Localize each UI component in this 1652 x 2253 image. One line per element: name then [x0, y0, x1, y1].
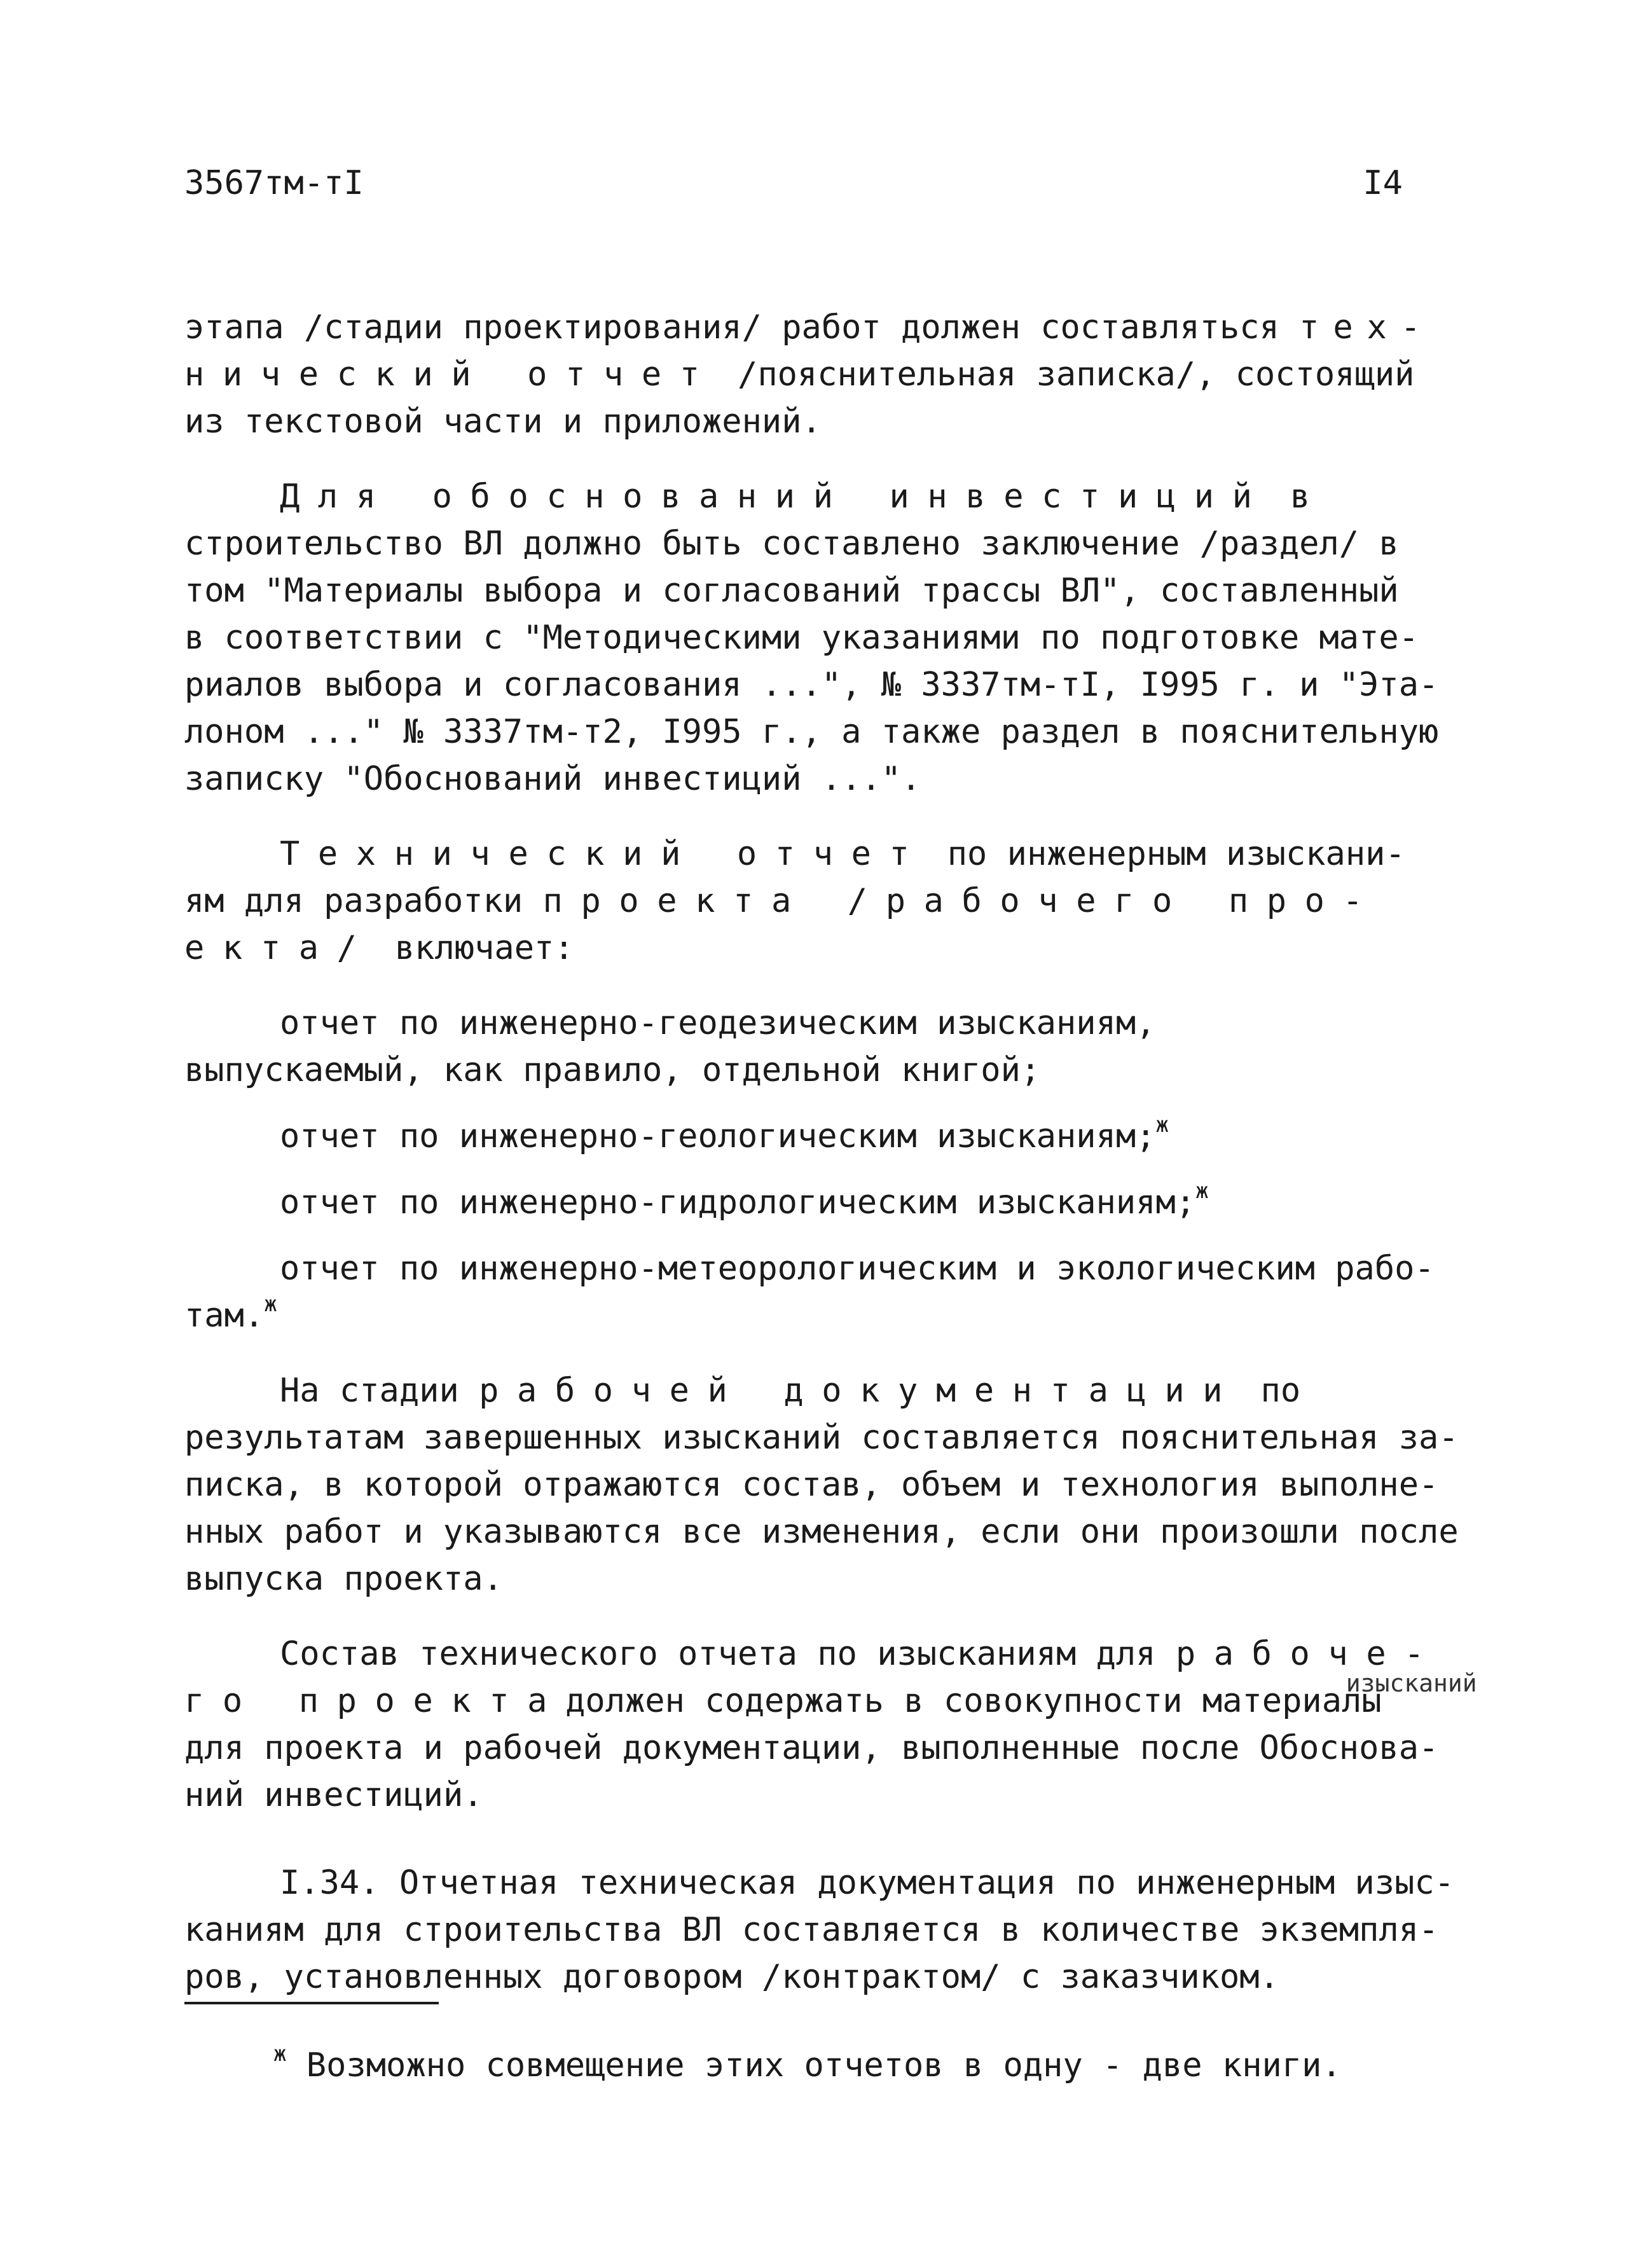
text-line: ний инвестиций. [184, 1776, 483, 1814]
body-text [184, 304, 1477, 2001]
text-span: /пояснительная записка/, состоящий [717, 355, 1415, 394]
text-line: отчет по инженерно-метеорологическим и экологическим рабо- [280, 1250, 1435, 1288]
text-line: том "Материалы выбора и согласований трассы ВЛ", составленный [184, 572, 1399, 610]
spaced-text: го проекта [184, 1682, 566, 1720]
paragraph-section-1-34 [184, 1859, 1455, 2001]
footnote-mark: ж [1195, 1178, 1209, 1204]
text-span: отчет по инженерно-геологическим изысканиям; [280, 1117, 1156, 1155]
text-span: включает: [375, 929, 574, 967]
footnote-text: Возможно совмещение этих отчетов в одну - две книги. [286, 2046, 1342, 2084]
text-line [184, 830, 1431, 878]
footnote-mark: ж [264, 1292, 277, 1317]
paragraph-report-contents [184, 830, 1431, 972]
text-line [184, 351, 1431, 398]
text-line: выпуска проекта. [184, 1560, 503, 1598]
text-line [184, 1113, 1431, 1160]
text-line [184, 304, 1435, 351]
text-line: риалов выбора и согласования ...", № 3337тм-тI, I995 г. и "Эта- [184, 666, 1439, 704]
paragraph-working-documentation [184, 1367, 1459, 1602]
text-span: На стадии [280, 1372, 479, 1410]
text-line: ров, установленных договором /контрактом/ с заказчиком. [184, 1958, 1279, 1996]
text-line [184, 1630, 1443, 1678]
text-line: результатам завершенных изысканий составляется пояснительная за- [184, 1419, 1459, 1457]
text-line [184, 1367, 1431, 1414]
text-line: писка, в которой отражаются состав, объем и технология выполне- [184, 1466, 1439, 1504]
list-item [184, 1000, 1431, 1094]
footnote-divider [184, 2002, 439, 2004]
footnote-mark: ж [273, 2041, 287, 2067]
text-span: этапа /стадии проектирования/ работ должен составляться [184, 308, 1300, 347]
text-line: отчет по инженерно-геодезическим изысканиям, [280, 1004, 1156, 1042]
spaced-text: проекта /рабочего про- [542, 882, 1381, 920]
text-span: там. [184, 1297, 265, 1335]
text-line: записку "Обоснований инвестиций ...". [184, 760, 921, 798]
spaced-text: нический отчет [184, 355, 718, 394]
overtyped-word [565, 1669, 1477, 1725]
text-span: отчет по инженерно-гидрологическим изысканиям; [280, 1183, 1196, 1222]
text-line [184, 925, 1431, 972]
footnote [273, 2041, 1342, 2084]
text-span: по инженерным изыскани- [927, 835, 1405, 873]
text-line [184, 1292, 1431, 1339]
text-line: нных работ и указываются все изменения, если они произошли после [184, 1513, 1459, 1551]
text-line: в соответствии с "Методическими указаниями по подготовке мате- [184, 619, 1419, 657]
text-line: выпускаемый, как правило, отдельной книгой; [184, 1051, 1041, 1089]
text-span: Состав технического отчета по изысканиям для [280, 1635, 1176, 1673]
paragraph-investment-justification [184, 473, 1439, 803]
paragraph-report-composition [184, 1630, 1477, 1819]
text-span: в [1270, 478, 1311, 516]
text-line: из текстовой части и приложений. [184, 403, 822, 441]
list-item [184, 1245, 1435, 1339]
spaced-text: Технический отчет [280, 835, 928, 873]
text-line: для проекта и рабочей документации, выполненные после Обоснова- [184, 1729, 1439, 1767]
footnote-mark: ж [1155, 1112, 1169, 1138]
list-item [184, 1179, 1431, 1226]
handwritten-insertion: изысканий [1346, 1669, 1477, 1697]
text-line [184, 473, 1431, 520]
spaced-text: екта/ [184, 929, 375, 967]
text-line [184, 1669, 1477, 1725]
page-number: I4 [1363, 164, 1403, 202]
spaced-text: тех- [1299, 308, 1435, 347]
text-span: ям для разработки [184, 882, 543, 920]
text-line: каниям для строительства ВЛ составляется в количестве экземпля- [184, 1911, 1439, 1949]
list-item [184, 1113, 1431, 1160]
document-number: 3567тм-тI [184, 164, 364, 202]
text-span: должен содержать в совокупности материалы [565, 1682, 1382, 1720]
text-span: по [1241, 1372, 1301, 1410]
text-line: I.34. Отчетная техническая документация по инженерным изыс- [280, 1864, 1455, 1902]
spaced-text: Для обоснований инвестиций [280, 478, 1270, 516]
paragraph-technical-report [184, 304, 1435, 445]
text-line [184, 1179, 1431, 1226]
spaced-text: рабочей документации [479, 1372, 1241, 1410]
text-line: лоном ..." № 3337тм-т2, I995 г., а также раздел в пояснительную [184, 713, 1439, 751]
text-line: строительство ВЛ должно быть составлено заключение /раздел/ в [184, 525, 1399, 563]
spaced-text: рабоче- [1175, 1635, 1443, 1673]
text-line [184, 878, 1431, 925]
